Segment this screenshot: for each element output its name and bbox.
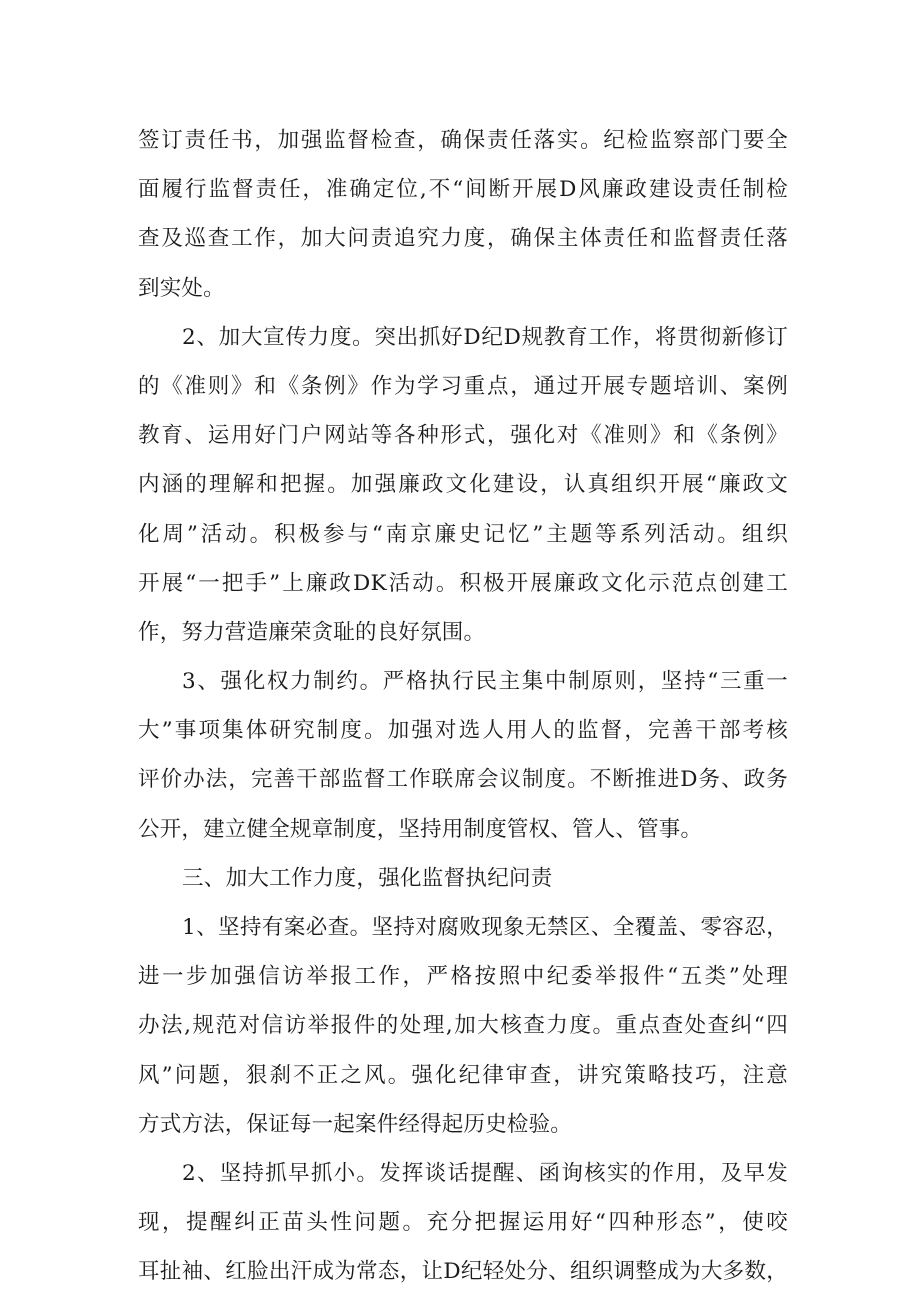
text-line: 作，努力营造廉荣贪耻的良好氛围。 xyxy=(138,619,486,645)
text-line: 教育、运用好门户网站等各种形式，强化对《准则》和《条例》 xyxy=(138,423,788,449)
text-line: 评价办法，完善干部监督工作联席会议制度。不断推进D务、政务 xyxy=(138,767,788,793)
text-line: 到实处。 xyxy=(138,275,225,301)
paragraph xyxy=(138,903,788,1149)
text-line: 化周”活动。积极参与“南京廉史记忆”主题等系列活动。组织 xyxy=(138,521,788,547)
text-line: 现，提醒纠正苗头性问题。充分把握运用好“四种形态”，使咬 xyxy=(138,1210,788,1236)
paragraph xyxy=(138,657,788,854)
text-line: 签订责任书，加强监督检查，确保责任落实。纪检监察部门要全 xyxy=(138,128,788,153)
text-line: 耳扯袖、红脸出汗成为常态，让D纪轻处分、组织调整成为大多数， xyxy=(138,1259,788,1285)
text-line: 进一步加强信访举报工作，严格按照中纪委举报件“五类”处理 xyxy=(138,964,788,990)
text-line: 1、坚持有案必查。坚持对腐败现象无禁区、全覆盖、零容忍， xyxy=(182,915,788,940)
text-line: 3、强化权力制约。严格执行民主集中制原则，坚持“三重一 xyxy=(182,669,788,695)
text-line: 办法,规范对信访举报件的处理,加大核查力度。重点查处查纠“四 xyxy=(138,1013,788,1039)
text-line: 内涵的理解和把握。加强廉政文化建设，认真组织开展“廉政文 xyxy=(138,472,788,498)
text-line: 开展“一把手”上廉政DK活动。积极开展廉政文化示范点创建工 xyxy=(138,570,788,596)
paragraph xyxy=(138,116,788,313)
text-line: 面履行监督责任，准确定位,不“间断开展D风廉政建设责任制检 xyxy=(138,177,788,203)
text-line: 2、坚持抓早抓小。发挥谈话提醒、函询核实的作用，及早发 xyxy=(182,1160,788,1186)
paragraph xyxy=(138,1149,788,1297)
text-line: 方式方法，保证每一起案件经得起历史检验。 xyxy=(138,1111,573,1137)
text-line: 大”事项集体研究制度。加强对选人用人的监督，完善干部考核 xyxy=(138,718,788,744)
text-line: 查及巡查工作，加大问责追究力度，确保主体责任和监督责任落 xyxy=(138,226,788,252)
section-heading: 三、加大工作力度，强化监督执纪问责 xyxy=(182,865,553,891)
text-line: 2、加大宣传力度。突出抓好D纪D规教育工作，将贯彻新修订 xyxy=(182,324,788,350)
text-line: 风”问题，狠刹不正之风。强化纪律审查，讲究策略技巧，注意 xyxy=(138,1062,788,1088)
document-page xyxy=(138,116,788,1297)
text-line: 的《准则》和《条例》作为学习重点，通过开展专题培训、案例 xyxy=(138,373,788,399)
paragraph xyxy=(138,313,788,657)
text-line: 公开，建立健全规章制度，坚持用制度管权、管人、管事。 xyxy=(138,816,703,842)
